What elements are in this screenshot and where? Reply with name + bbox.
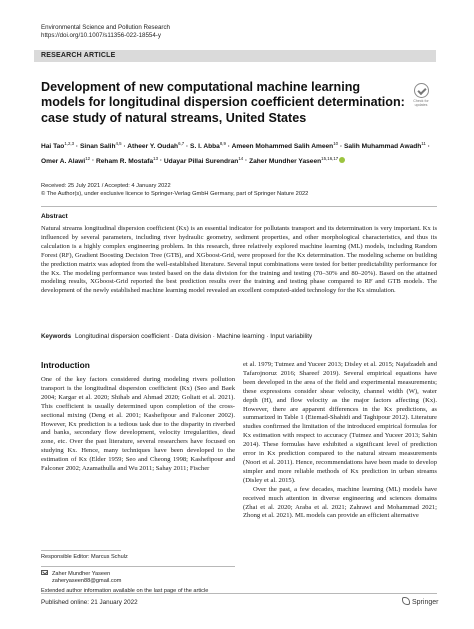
- author-separator: ·: [243, 157, 250, 165]
- orcid-icon[interactable]: [339, 157, 345, 163]
- doi-link[interactable]: https://doi.org/10.1007/s11356-022-18554-y: [41, 32, 161, 40]
- author-name[interactable]: Hai Tao$^{1,2,3}$: [41, 141, 75, 151]
- copyright-line: © The Author(s), under exclusive licence to Springer-Verlag GmbH Germany, part of Springer Nature 2022: [41, 191, 309, 198]
- author-separator: ·: [425, 143, 430, 151]
- author-affiliation: 1,2,3: [64, 141, 75, 146]
- author-affiliation: 4,5: [115, 141, 122, 146]
- author-separator: ·: [121, 143, 128, 151]
- author-affiliation: 13: [153, 155, 159, 161]
- author-name[interactable]: Atheer Y. Oudah$^{6,7}$: [127, 141, 185, 151]
- published-online: Published online: 21 January 2022: [41, 599, 138, 606]
- article-type-banner: RESEARCH ARTICLE: [34, 50, 436, 62]
- journal-name: Environmental Science and Pollution Research: [41, 24, 170, 31]
- author-name[interactable]: Udayar Pillai Surendran$^{14}$: [163, 155, 244, 165]
- author-name[interactable]: S. I. Abba$^{8,9}$: [190, 141, 226, 151]
- corresponding-name: Zaher Mundher Yaseen: [52, 571, 111, 577]
- author-name[interactable]: Reham R. Mostafa$^{13}$: [95, 155, 159, 165]
- author-affiliation: 8,9: [219, 141, 226, 146]
- footnote-divider-2: [41, 566, 235, 567]
- article-title: Development of new computational machine learning models for longitudinal dispersion coefficient determination: case study of natural streams, United States: [41, 80, 405, 125]
- author-affiliation: 10: [333, 141, 339, 146]
- author-list: [41, 138, 441, 167]
- author-separator: ·: [184, 143, 191, 151]
- footer-divider: [41, 593, 437, 594]
- springer-horse-icon: [402, 597, 410, 605]
- author-separator: ·: [158, 157, 164, 165]
- author-affiliation: 15,16,17: [321, 155, 339, 161]
- intro-left-column: [41, 376, 235, 474]
- intro-paragraph-2: Over the past, a few decades, machine learning (ML) models have received much attention in diverse engineering and sciences domains (Zhai et al. 2020; Araba et al. 2021; Zahrawi and Mohammad 2021; Zhong et al. 2021). ML models can provide an efficient alternative: [243, 485, 437, 520]
- abstract-heading: Abstract: [41, 213, 68, 220]
- responsible-editor: Responsible Editor: Marcus Schulz: [41, 554, 128, 560]
- extended-author-info: Extended author information available on the last page of the article: [41, 588, 209, 594]
- author-separator: ·: [225, 143, 232, 151]
- author-affiliation: 14: [238, 155, 244, 161]
- publisher-logo: [402, 597, 438, 606]
- check-for-updates-badge[interactable]: [408, 83, 434, 107]
- envelope-icon: [41, 570, 48, 575]
- keywords-label: Keywords: [41, 333, 72, 340]
- received-accepted: Received: 25 July 2021 / Accepted: 4 January 2022: [41, 183, 171, 189]
- author-name[interactable]: Ameen Mohammed Salih Ameen$^{10}$: [231, 141, 339, 151]
- author-email[interactable]: zaheryaseen88@gmail.com: [52, 578, 122, 584]
- check-for-updates-icon: [414, 83, 429, 98]
- author-name[interactable]: Zaher Mundher Yaseen$^{15,16,17}$: [249, 155, 339, 165]
- author-separator: ·: [74, 143, 80, 151]
- author-name[interactable]: Omer A. Alawi$^{12}$: [41, 155, 91, 165]
- intro-paragraph-1: One of the key factors considered during modeling rivers pollution transport is the longitudinal dispersion coefficient (Kx) (Seo and Baek 2004; Kargar et al. 2020; Shihab and Ahmad 2020; Goliatt et al. 2021). This coefficient is usually determined upon completion of the cross-sectional mixing (Deng et al. 2001; Kashefipour and Falconer 2002). However, Kx prediction is a tedious task due to the disparity in riverbed and banks, secondary flow development, velocity irregularities, dead zone, etc. Over the past literature, several researchers have focused on studying Kx. Hence, many techniques have been developed to the estimation of Kx (Elder 1959; Seo and Cheong 1998; Kashefipour and Falconer 2002; Azamathulla and Wu 2011; Sahay 2011; Fischer: [41, 376, 235, 473]
- author-separator: ·: [90, 157, 96, 165]
- introduction-heading: Introduction: [41, 360, 90, 370]
- intro-right-column: [243, 361, 437, 521]
- footnote-divider: [41, 550, 121, 551]
- check-for-updates-caption: Check for updates: [413, 99, 429, 108]
- author-affiliation: 6,7: [178, 141, 185, 146]
- intro-paragraph-1-cont: et al. 1979; Tutmez and Yuceer 2013; Disley et al. 2015; Najafzadeh and Tafarojnoruz 2016; Shareef 2019). Several empirical equations have been developed in the area of the field and experimental measurements; these expressions consider shear velocity, channel width (W), water depth (H), and flow velocity as the major factors affecting (Kx). However, there are apparent differences in the Kx predictions, as summarized in Table 1 (Etemad-Shahidi and Taghipour 2012). Literature studies confirmed the limitation of the introduced empirical formulas for Kx estimation with respect to accuracy (Tutmez and Yuceer 2013; Sahin 2014). These formulas have exhibited a significant level of prediction error in Kx prediction compared to the natural stream measurements (Noori et al. 2011). Hence, recommendations have been made to develop simpler and more reliable methods of Kx prediction in urban streams (Disley et al. 2015).: [243, 361, 437, 484]
- author-separator: ·: [338, 143, 344, 151]
- publisher-name: Springer: [412, 599, 439, 606]
- author-affiliation: 12: [85, 155, 91, 161]
- author-affiliation: 11: [421, 141, 426, 146]
- article-dates: [41, 182, 308, 199]
- journal-header: [41, 24, 170, 41]
- keywords-text: Longitudinal dispersion coefficient · Data division · Machine learning · Input variability: [75, 333, 313, 340]
- abstract-text: Natural streams longitudinal dispersion coefficient (Kx) is an essential indicator for pollutants transport and its determination is very important. Kx is influenced by several parameters, including river hydraulic geometry, sediment properties, and other morphological characteristics, and thus its calculation is a highly complex engineering problem. In this research, three relatively explored machine learning (ML) models, including Random Forest (RF), Gradient Boosting Decision Tree (GTB), and XGboost-Grid, were proposed for the Kx determination. The modeling scheme on building the prediction matrix was adopted from the well-established literature. Several input combinations were tested for better predictability performance for the Kx. The modeling performance was tested based on the data division for the training and testing (70–30% and 80–20%). Based on the attained modeling results, XGboost-Grid reported the best prediction results over the training and testing phase compared to RF and GTB models. The development of the newly established machine learning model revealed an excellent computed-aided technology for the Kx simulation.: [41, 225, 437, 295]
- author-name[interactable]: Sinan Salih$^{4,5}$: [79, 141, 122, 151]
- author-name[interactable]: Salih Muhammad Awadh$^{11}$: [343, 141, 426, 151]
- divider: [41, 206, 437, 207]
